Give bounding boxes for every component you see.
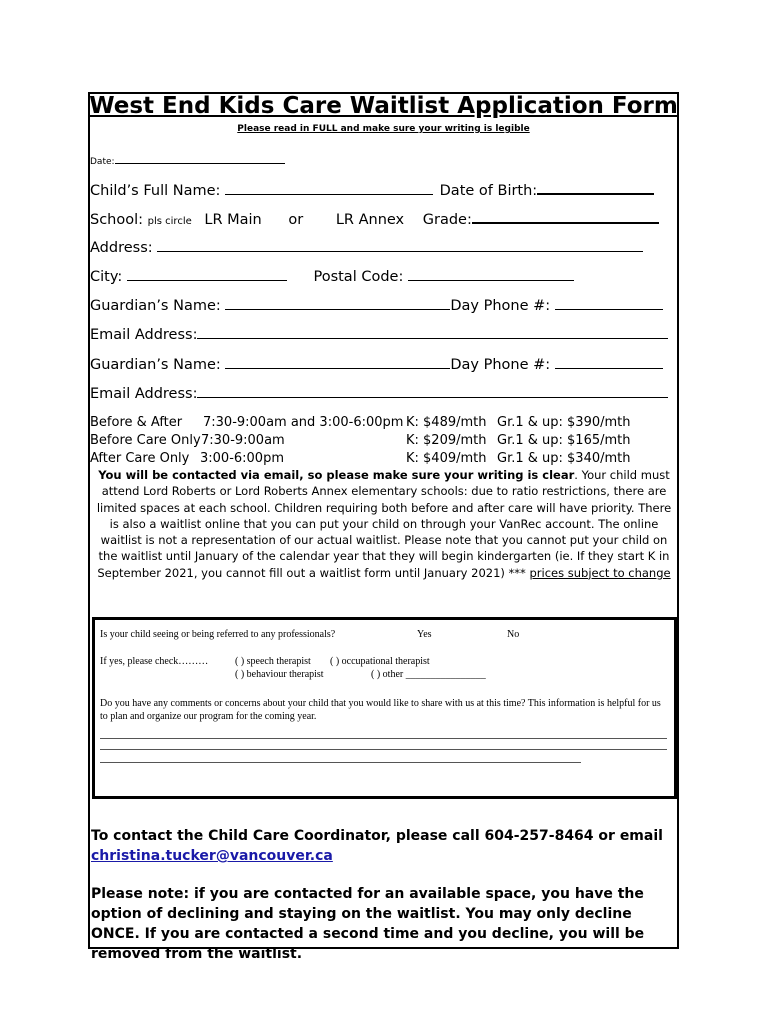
child-name-row bbox=[90, 181, 654, 199]
child-name-input[interactable] bbox=[225, 182, 433, 195]
day-phone1-label: Day Phone #: bbox=[450, 298, 551, 314]
day-phone1-input[interactable] bbox=[555, 297, 663, 310]
email2-row bbox=[90, 385, 668, 402]
info-body: . Your child must attend Lord Roberts or Lord Roberts Annex elementary schools: due to ratio restrictions, there are limited spaces at each school. Children requiring both before and after care will have priority. There is also a waitlist online that you can put your child on through your VanRec account. The online waitlist is not a representation of our actual waitlist. Please note that you cannot put your child on the waitlist until January of the calendar year that they will begin kindergarten (ie. If they start K in September 2021, you cannot fill out a waitlist form until January 2021) *** bbox=[96, 468, 672, 580]
rate-gr-1: Gr.1 & up: $165/mth bbox=[497, 433, 631, 448]
school-label: School: bbox=[90, 212, 144, 228]
date-label: Date: bbox=[90, 157, 115, 167]
comments-line-1[interactable] bbox=[100, 738, 667, 739]
comments-line-3[interactable] bbox=[100, 762, 581, 763]
dob-label: Date of Birth: bbox=[439, 183, 538, 199]
email1-label: Email Address: bbox=[90, 327, 198, 343]
grade-input[interactable] bbox=[472, 210, 659, 224]
dob-input[interactable] bbox=[537, 181, 654, 195]
guardian2-row bbox=[90, 356, 663, 373]
rate-k-2: K: $409/mth bbox=[406, 451, 487, 466]
waitlist-note: Please note: if you are contacted for an available space, you have the option of declining and staying on the waitlist. You may only decline ONCE. If you are contacted a second time and you decline, you will be removed from the waitlist. bbox=[91, 886, 645, 962]
postal-input[interactable] bbox=[408, 268, 574, 281]
postal-label: Postal Code: bbox=[313, 269, 404, 285]
day-phone2-input[interactable] bbox=[555, 356, 663, 369]
occupational-therapist-option[interactable]: ( ) occupational therapist bbox=[330, 656, 430, 667]
child-name-label: Child’s Full Name: bbox=[90, 183, 221, 199]
rate-gr-2: Gr.1 & up: $340/mth bbox=[497, 451, 631, 466]
guardian2-label: Guardian’s Name: bbox=[90, 357, 221, 373]
rate-k-0: K: $489/mth bbox=[406, 415, 487, 430]
contact-email-link[interactable]: christina.tucker@vancouver.ca bbox=[91, 848, 333, 864]
email2-input[interactable] bbox=[197, 385, 668, 398]
day-phone2-label: Day Phone #: bbox=[450, 357, 551, 373]
grade-label: Grade: bbox=[422, 212, 472, 228]
other-option[interactable]: ( ) other ________________ bbox=[371, 669, 486, 680]
date-input[interactable] bbox=[115, 151, 285, 164]
address-input[interactable] bbox=[157, 239, 643, 252]
school-option-annex[interactable]: LR Annex bbox=[335, 212, 405, 228]
school-hint: pls circle bbox=[147, 216, 192, 227]
school-option-main[interactable]: LR Main bbox=[204, 212, 262, 228]
rate-program-0: Before & After bbox=[90, 415, 183, 430]
school-row bbox=[90, 210, 659, 228]
email1-input[interactable] bbox=[197, 326, 668, 339]
address-row bbox=[90, 239, 643, 256]
guardian1-input[interactable] bbox=[225, 297, 450, 310]
school-or: or bbox=[288, 212, 304, 228]
professionals-question: Is your child seeing or being referred to any professionals? bbox=[100, 629, 336, 640]
comments-line-2[interactable] bbox=[100, 749, 667, 750]
if-yes-label: If yes, please check……… bbox=[100, 656, 209, 667]
guardian1-row bbox=[90, 297, 663, 314]
form-subtitle: Please read in FULL and make sure your writing is legible bbox=[237, 124, 530, 134]
rate-hours-2: 3:00-6:00pm bbox=[200, 451, 284, 466]
rate-hours-1: 7:30-9:00am bbox=[201, 433, 285, 448]
rate-k-1: K: $209/mth bbox=[406, 433, 487, 448]
rate-hours-0: 7:30-9:00am and 3:00-6:00pm bbox=[203, 415, 404, 430]
guardian1-label: Guardian’s Name: bbox=[90, 298, 221, 314]
info-bold: You will be contacted via email, so please make sure your writing is clear bbox=[98, 468, 575, 482]
email2-label: Email Address: bbox=[90, 386, 198, 402]
email1-row bbox=[90, 326, 668, 343]
rate-program-1: Before Care Only bbox=[90, 433, 201, 448]
date-field bbox=[90, 151, 285, 167]
no-option[interactable]: No bbox=[507, 629, 520, 640]
city-input[interactable] bbox=[127, 268, 287, 281]
speech-therapist-option[interactable]: ( ) speech therapist bbox=[235, 656, 311, 667]
behaviour-therapist-option[interactable]: ( ) behaviour therapist bbox=[235, 669, 324, 680]
contact-text: To contact the Child Care Coordinator, please call 604-257-8464 or email bbox=[91, 828, 663, 844]
comments-question: Do you have any comments or concerns about your child that you would like to share with us at this time? This information is helpful for us to plan and organize our program for the coming year. bbox=[100, 698, 661, 722]
address-label: Address: bbox=[90, 240, 153, 256]
rate-gr-0: Gr.1 & up: $390/mth bbox=[497, 415, 631, 430]
form-title: West End Kids Care Waitlist Application Form bbox=[89, 93, 678, 119]
city-label: City: bbox=[90, 269, 123, 285]
rate-program-2: After Care Only bbox=[90, 451, 190, 466]
info-paragraph bbox=[92, 467, 676, 581]
guardian2-input[interactable] bbox=[225, 356, 450, 369]
yes-option[interactable]: Yes bbox=[417, 629, 432, 640]
prices-link[interactable]: prices subject to change bbox=[529, 565, 671, 580]
city-row bbox=[90, 268, 574, 285]
contact-section bbox=[91, 826, 676, 866]
